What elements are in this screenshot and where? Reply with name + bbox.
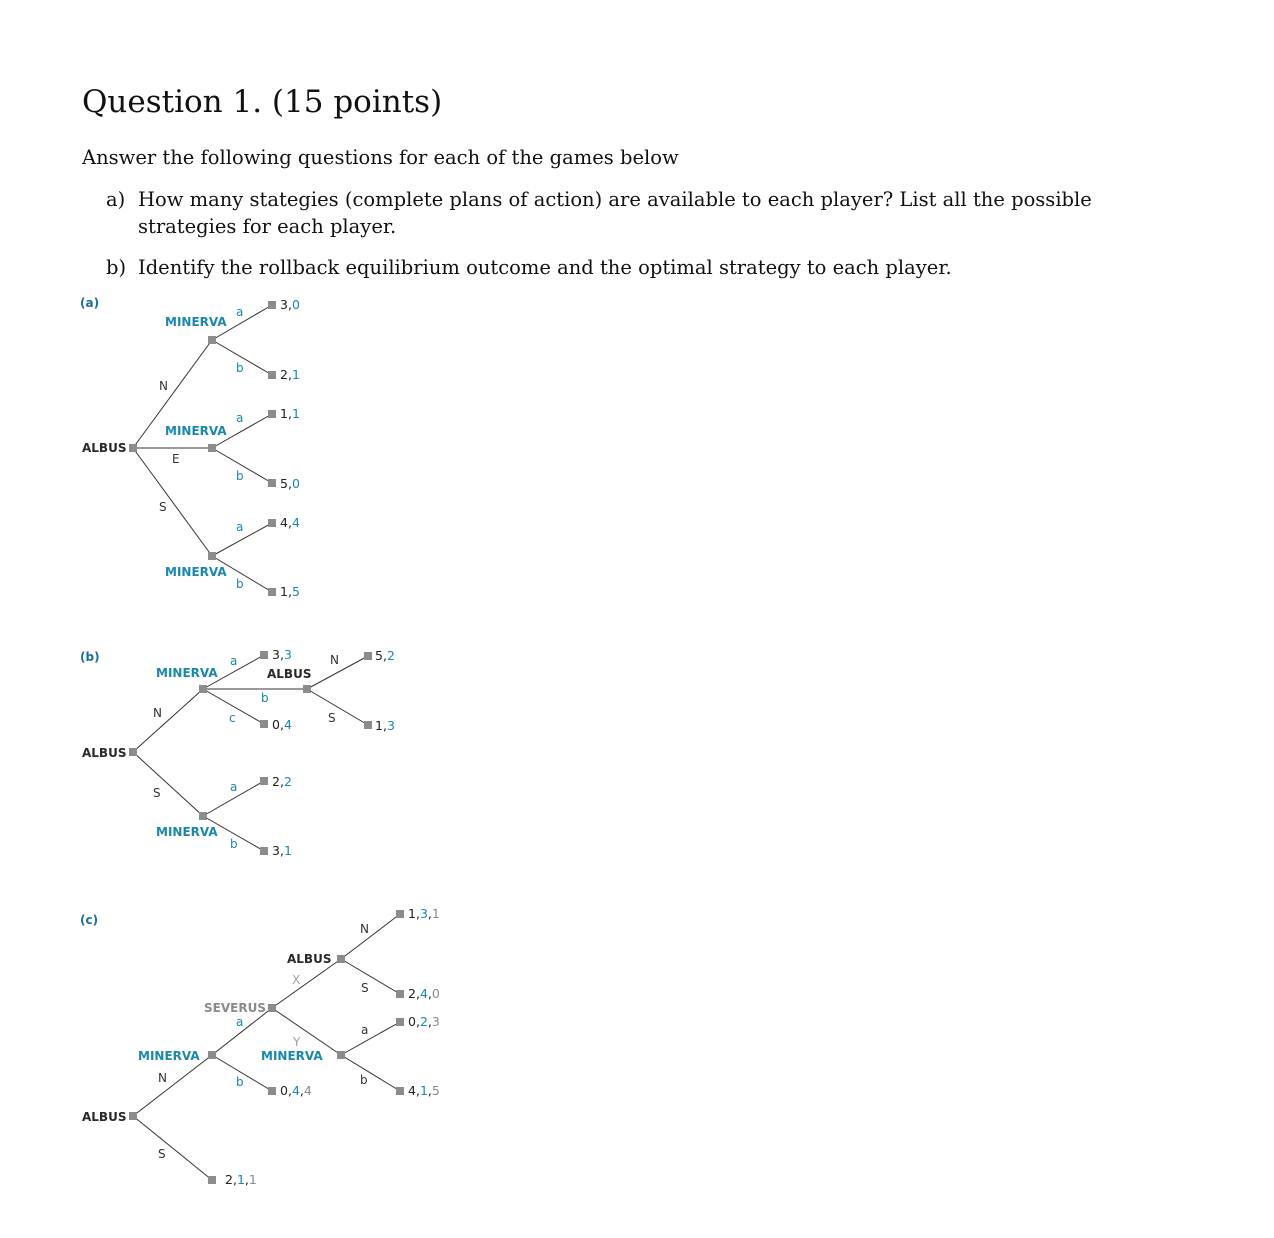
decision-node bbox=[337, 1051, 345, 1059]
terminal-node bbox=[268, 479, 276, 487]
action-label: a bbox=[236, 520, 244, 534]
payoff: 1,1 bbox=[280, 406, 300, 421]
terminal-node bbox=[260, 777, 268, 785]
payoff: 3,3 bbox=[272, 647, 292, 662]
edge bbox=[133, 752, 203, 816]
edge bbox=[272, 1008, 341, 1055]
payoff: 2,1,1 bbox=[225, 1172, 257, 1187]
player-label: ALBUS bbox=[82, 1110, 127, 1124]
action-label: b bbox=[236, 1075, 244, 1089]
action-label: S bbox=[328, 711, 336, 725]
decision-node bbox=[208, 1051, 216, 1059]
action-label: a bbox=[236, 411, 244, 425]
payoff: 0,4 bbox=[272, 717, 292, 732]
action-label: b bbox=[230, 837, 238, 851]
player-label: ALBUS bbox=[267, 667, 312, 681]
edge bbox=[341, 1022, 400, 1055]
player-label: MINERVA bbox=[156, 825, 218, 839]
action-label: E bbox=[172, 452, 180, 466]
payoff: 3,1 bbox=[272, 843, 292, 858]
payoff: 1,3 bbox=[375, 718, 395, 733]
action-label: a bbox=[361, 1023, 369, 1037]
game-label-a: (a) bbox=[80, 296, 100, 310]
game-tree-a bbox=[80, 296, 300, 599]
item-text: Identify the rollback equilibrium outcome and the optimal strategy to each player. bbox=[138, 256, 952, 279]
action-label: N bbox=[330, 653, 339, 667]
action-label: a bbox=[230, 780, 238, 794]
decision-node bbox=[303, 685, 311, 693]
edge bbox=[133, 1055, 212, 1116]
payoff: 4,1,5 bbox=[408, 1083, 440, 1098]
terminal-node bbox=[260, 720, 268, 728]
player-label: ALBUS bbox=[82, 746, 127, 760]
payoff: 4,4 bbox=[280, 515, 300, 530]
action-label: b bbox=[236, 577, 244, 591]
game-label-c: (c) bbox=[80, 913, 99, 927]
decision-node bbox=[208, 336, 216, 344]
decision-node bbox=[199, 685, 207, 693]
terminal-node bbox=[268, 588, 276, 596]
payoff: 3,0 bbox=[280, 297, 300, 312]
decision-node bbox=[199, 812, 207, 820]
payoff: 5,0 bbox=[280, 476, 300, 491]
game-label-b: (b) bbox=[80, 650, 100, 664]
terminal-node bbox=[396, 910, 404, 918]
action-label: a bbox=[230, 654, 238, 668]
action-label: S bbox=[361, 981, 369, 995]
payoff: 2,4,0 bbox=[408, 986, 440, 1001]
terminal-node bbox=[268, 519, 276, 527]
payoff: 1,5 bbox=[280, 584, 300, 599]
decision-node bbox=[208, 552, 216, 560]
decision-node bbox=[337, 955, 345, 963]
player-label: MINERVA bbox=[165, 565, 227, 579]
terminal-node bbox=[396, 1087, 404, 1095]
player-label: SEVERUS bbox=[204, 1001, 266, 1015]
player-label: MINERVA bbox=[156, 666, 218, 680]
terminal-node bbox=[260, 847, 268, 855]
action-label: a bbox=[236, 305, 244, 319]
decision-node bbox=[268, 1004, 276, 1012]
payoff: 0,4,4 bbox=[280, 1083, 312, 1098]
terminal-node bbox=[268, 301, 276, 309]
item-text: How many stategies (complete plans of action) are available to each player? List all the possible strategies for each player. bbox=[138, 188, 1092, 238]
game-tree-b bbox=[80, 647, 395, 858]
edge bbox=[341, 1055, 400, 1091]
decision-node bbox=[129, 748, 137, 756]
item-label: b) bbox=[106, 256, 127, 279]
edge bbox=[307, 689, 368, 725]
payoff: 1,3,1 bbox=[408, 906, 440, 921]
action-label: S bbox=[158, 1147, 166, 1161]
payoff: 2,1 bbox=[280, 367, 300, 382]
player-label: ALBUS bbox=[82, 441, 127, 455]
action-label: S bbox=[159, 500, 167, 514]
player-label: MINERVA bbox=[138, 1049, 200, 1063]
payoff: 2,2 bbox=[272, 774, 292, 789]
edge bbox=[133, 1116, 212, 1180]
terminal-node bbox=[364, 652, 372, 660]
terminal-node bbox=[364, 721, 372, 729]
question-title: Question 1. (15 points) bbox=[82, 84, 443, 120]
terminal-node bbox=[260, 651, 268, 659]
action-label: a bbox=[236, 1015, 244, 1029]
action-label: X bbox=[292, 973, 301, 987]
edge bbox=[341, 959, 400, 994]
player-label: MINERVA bbox=[165, 315, 227, 329]
terminal-node bbox=[268, 1087, 276, 1095]
edge bbox=[272, 959, 341, 1008]
action-label: Y bbox=[293, 1035, 301, 1049]
edge bbox=[341, 914, 400, 959]
action-label: b bbox=[360, 1073, 368, 1087]
action-label: b bbox=[261, 691, 269, 705]
terminal-node bbox=[396, 1018, 404, 1026]
action-label: N bbox=[153, 706, 162, 720]
question-intro: Answer the following questions for each of the games below bbox=[82, 146, 679, 169]
terminal-node bbox=[208, 1176, 216, 1184]
edge bbox=[133, 689, 203, 752]
action-label: b bbox=[236, 361, 244, 375]
terminal-node bbox=[396, 990, 404, 998]
action-label: b bbox=[236, 469, 244, 483]
item-label: a) bbox=[106, 188, 126, 211]
player-label: MINERVA bbox=[165, 424, 227, 438]
action-label: N bbox=[159, 379, 168, 393]
game-tree-c bbox=[80, 906, 440, 1187]
terminal-node bbox=[268, 410, 276, 418]
player-label: ALBUS bbox=[287, 952, 332, 966]
payoff: 0,2,3 bbox=[408, 1014, 440, 1029]
player-label: MINERVA bbox=[261, 1049, 323, 1063]
payoff: 5,2 bbox=[375, 648, 395, 663]
action-label: N bbox=[158, 1071, 167, 1085]
action-label: c bbox=[229, 711, 236, 725]
decision-node bbox=[208, 444, 216, 452]
decision-node bbox=[129, 444, 137, 452]
terminal-node bbox=[268, 371, 276, 379]
action-label: N bbox=[360, 922, 369, 936]
decision-node bbox=[129, 1112, 137, 1120]
action-label: S bbox=[153, 786, 161, 800]
